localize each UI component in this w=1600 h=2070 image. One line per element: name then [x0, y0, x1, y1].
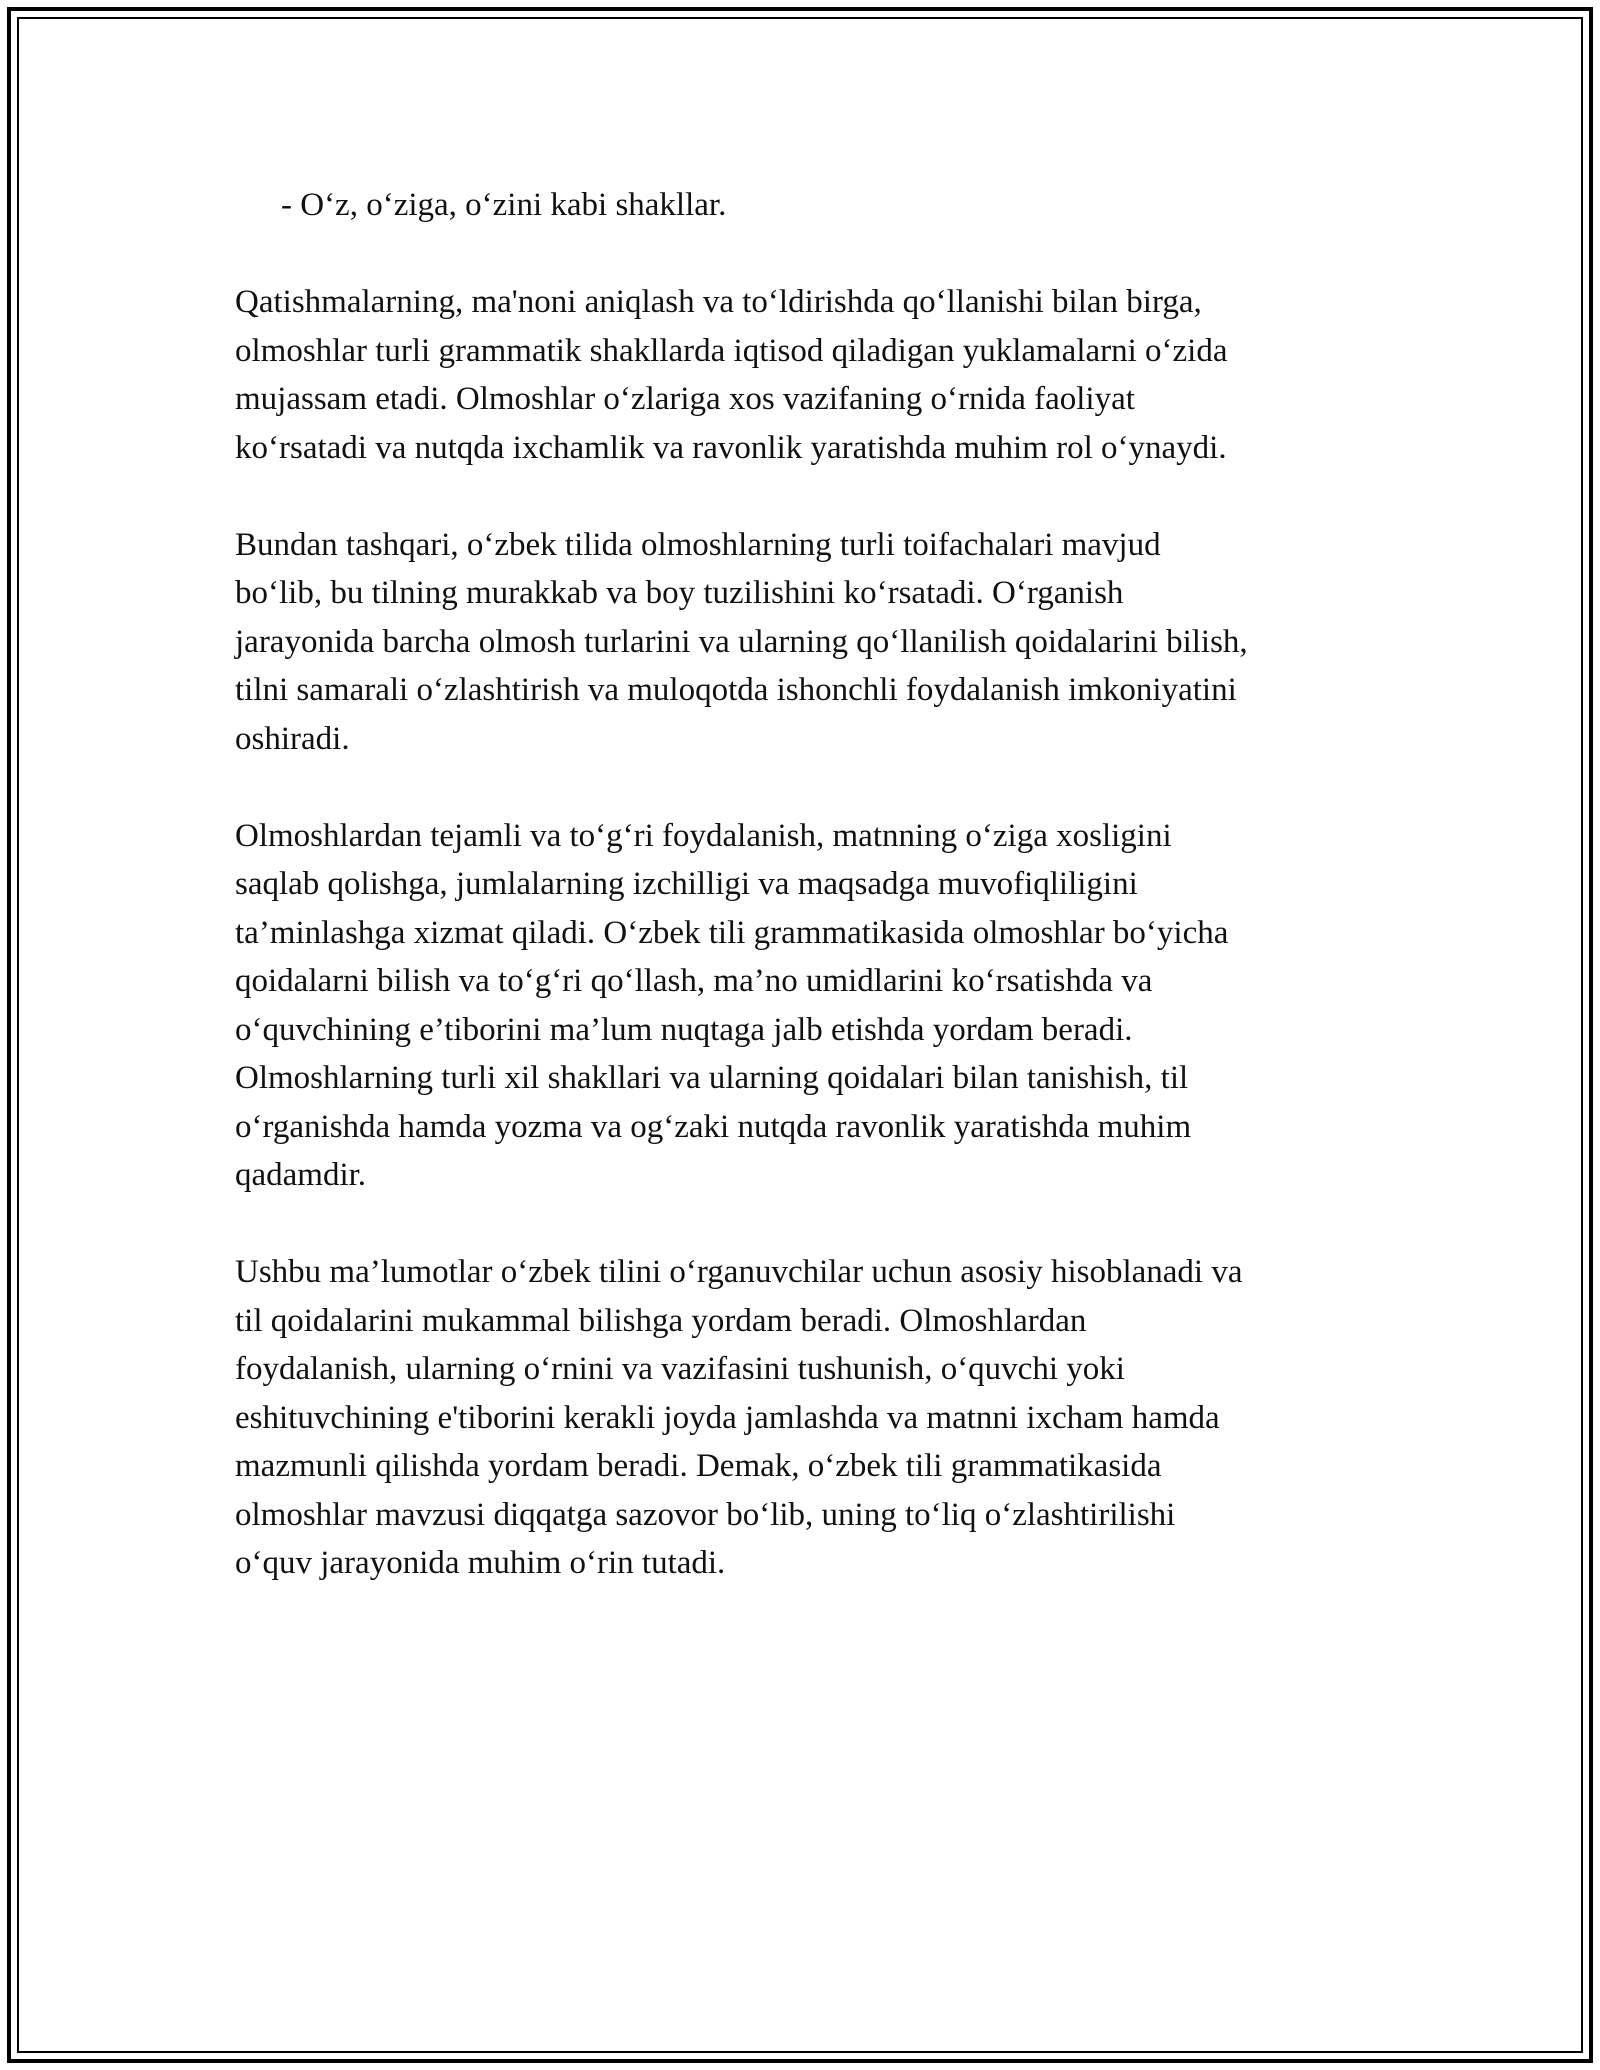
text-line: jarayonida barcha olmosh turlarini va ularning qo‘llanilish qoidalarini bilish,: [235, 623, 1248, 660]
text-line: qoidalarni bilish va to‘g‘ri qo‘llash, ma’no umidlarini ko‘rsatishda va: [235, 963, 1153, 999]
text-line: bo‘lib, bu tilning murakkab va boy tuzilishini ko‘rsatadi. O‘rganish: [235, 575, 1124, 611]
text-line: Ushbu ma’lumotlar o‘zbek tilini o‘rganuvchilar uchun asosiy hisoblanadi va: [235, 1254, 1243, 1290]
text-line: eshituvchining e'tiborini kerakli joyda jamlashda va matnni ixcham hamda: [235, 1399, 1220, 1436]
text-line: o‘quvchining e’tiborini ma’lum nuqtaga jalb etishda yordam beradi.: [235, 1011, 1133, 1048]
text-line: foydalanish, ularning o‘rnini va vazifasini tushunish, o‘quvchi yoki: [235, 1351, 1125, 1387]
text-line: olmoshlar mavzusi diqqatga sazovor bo‘lib, uning to‘liq o‘zlashtirilishi: [235, 1496, 1176, 1533]
text-line: oshiradi.: [235, 720, 350, 757]
text-line: Qatishmalarning, ma'noni aniqlash va to‘ldirishda qo‘llanishi bilan birga,: [235, 284, 1202, 320]
text-line: Olmoshlardan tejamli va to‘g‘ri foydalanish, matnning o‘ziga xosligini: [235, 817, 1172, 854]
text-line: o‘rganishda hamda yozma va og‘zaki nutqda ravonlik yaratishda muhim: [235, 1108, 1192, 1145]
paragraph-3: [235, 812, 1375, 1200]
document-body: [235, 181, 1375, 1636]
text-line: qadamdir.: [235, 1157, 367, 1193]
text-line: Olmoshlarning turli xil shakllari va ularning qoidalari bilan tanishish, til: [235, 1060, 1189, 1096]
text-line: o‘quv jarayonida muhim o‘rin tutadi.: [235, 1545, 726, 1581]
text-line: mujassam etadi. Olmoshlar o‘zlariga xos vazifaning o‘rnida faoliyat: [235, 381, 1135, 417]
text-line: til qoidalarini mukammal bilishga yordam beradi. Olmoshlardan: [235, 1302, 1087, 1339]
paragraph-4: [235, 1248, 1375, 1588]
list-item: - O‘z, o‘ziga, o‘zini kabi shakllar.: [281, 187, 727, 223]
paragraph-2: [235, 521, 1375, 764]
text-line: mazmunli qilishda yordam beradi. Demak, o‘zbek tili grammatikasida: [235, 1448, 1162, 1484]
text-line: olmoshlar turli grammatik shakllarda iqtisod qiladigan yuklamalarni o‘zida: [235, 332, 1228, 369]
text-line: tilni samarali o‘zlashtirish va muloqotda ishonchli foydalanish imkoniyatini: [235, 672, 1237, 708]
text-line: ta’minlashga xizmat qiladi. O‘zbek tili grammatikasida olmoshlar bo‘yicha: [235, 914, 1229, 951]
paragraph-1: [235, 278, 1375, 472]
text-line: ko‘rsatadi va nutqda ixchamlik va ravonlik yaratishda muhim rol o‘ynaydi.: [235, 429, 1227, 466]
text-line: saqlab qolishga, jumlalarning izchilligi va maqsadga muvofiqliligini: [235, 866, 1138, 902]
text-line: Bundan tashqari, o‘zbek tilida olmoshlarning turli toifachalari mavjud: [235, 526, 1161, 563]
